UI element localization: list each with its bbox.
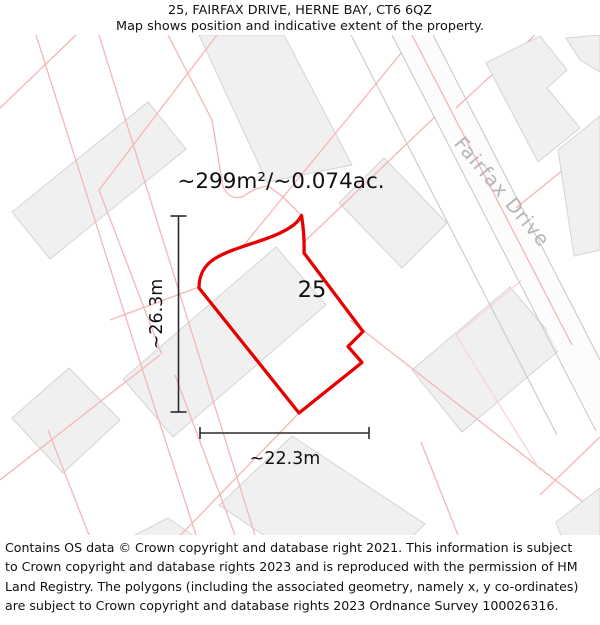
building [566, 35, 600, 72]
parcel-line [421, 442, 458, 535]
parcel-line [0, 35, 76, 108]
property-map [0, 35, 600, 535]
height-dimension-label: ~26.3m [147, 278, 167, 350]
map-header [0, 3, 600, 34]
parcel-line [540, 437, 600, 495]
building [199, 35, 352, 182]
road-name-label: Fairfax Drive [449, 132, 555, 252]
page-title: 25, FAIRFAX DRIVE, HERNE BAY, CT6 6QZ [167, 3, 433, 18]
attribution-text: Contains OS data © Crown copyright and database right 2021. This information is subject to Crown copyright and database rights 2023 and is reproduced with the permission of HM Land Registry. The polygons (including the associated geometry, namely x, y co-ordinates) are subject to Crown copyright and database rights 2023 Ordnance Survey 100026316. [5, 540, 579, 614]
building [12, 102, 186, 259]
width-dimension-label: ~22.3m [249, 449, 321, 469]
building [556, 488, 600, 535]
area-label: ~299m²/~0.074ac. [177, 169, 385, 194]
map-canvas [0, 35, 600, 535]
page-subtitle: Map shows position and indicative extent of the property. [116, 18, 484, 34]
plot-number-label: 25 [297, 277, 327, 303]
building [135, 518, 200, 535]
